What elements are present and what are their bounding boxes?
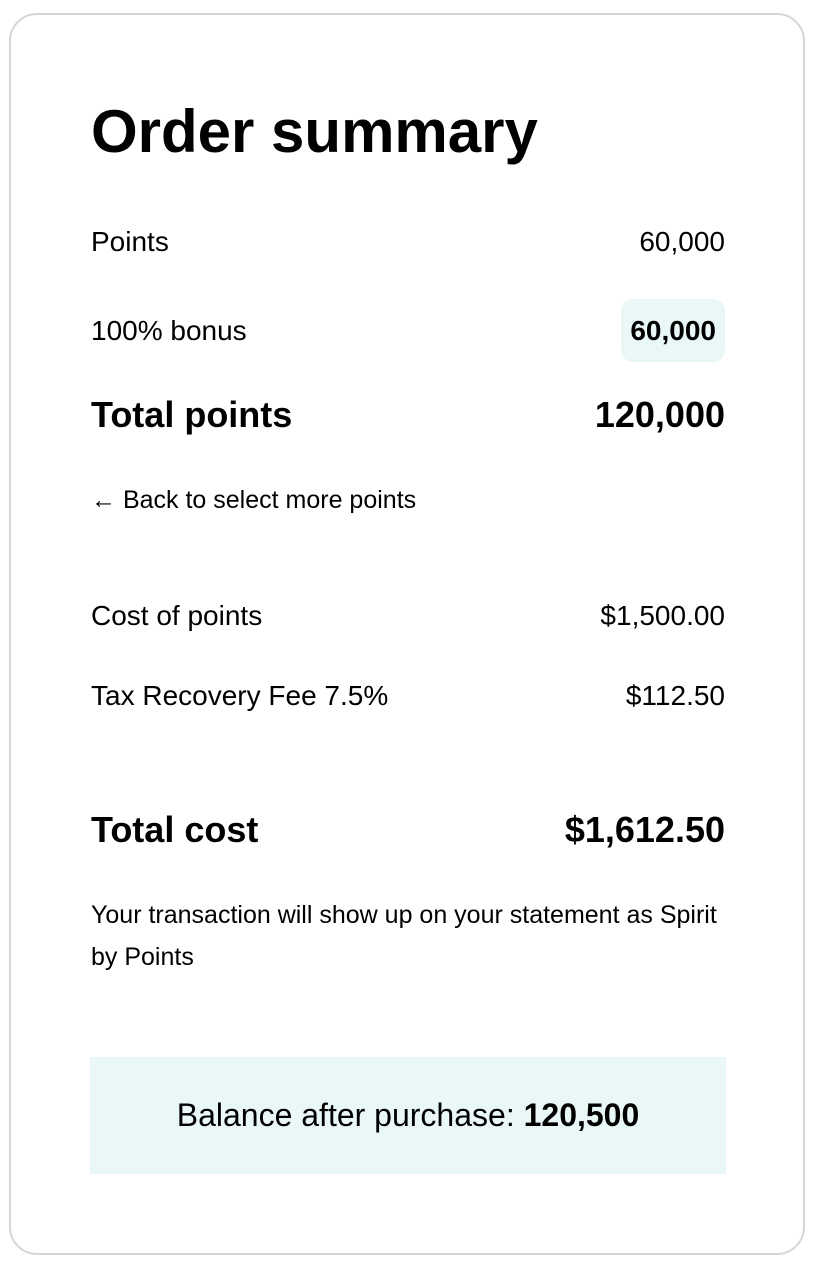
back-to-select-points-link[interactable]: ← Back to select more points — [91, 486, 417, 514]
points-value: 60,000 — [639, 226, 725, 257]
tax-row — [91, 676, 725, 716]
page-title: Order summary — [91, 98, 538, 165]
cost-row — [91, 596, 725, 636]
cost-label: Cost of points — [91, 600, 263, 631]
points-label: Points — [91, 226, 169, 257]
points-row — [91, 222, 725, 262]
tax-value: $112.50 — [625, 680, 725, 711]
total-points-row — [91, 393, 725, 437]
balance-label: Balance after purchase: — [176, 1097, 515, 1133]
balance-value: 120,500 — [523, 1097, 640, 1133]
total-cost-label: Total cost — [91, 809, 259, 850]
tax-label: Tax Recovery Fee 7.5% — [91, 680, 389, 711]
total-points-label: Total points — [91, 394, 293, 435]
cost-value: $1,500.00 — [600, 600, 725, 631]
bonus-label: 100% bonus — [91, 314, 247, 346]
total-points-value: 120,000 — [594, 394, 725, 435]
statement-note: Your transaction will show up on your statement as Spirit by Points — [91, 901, 717, 971]
bonus-row — [91, 299, 725, 362]
bonus-badge: 60,000 — [621, 299, 725, 362]
total-cost-value: $1,612.50 — [564, 809, 725, 850]
total-cost-row — [91, 808, 725, 852]
balance-box — [90, 1057, 726, 1174]
